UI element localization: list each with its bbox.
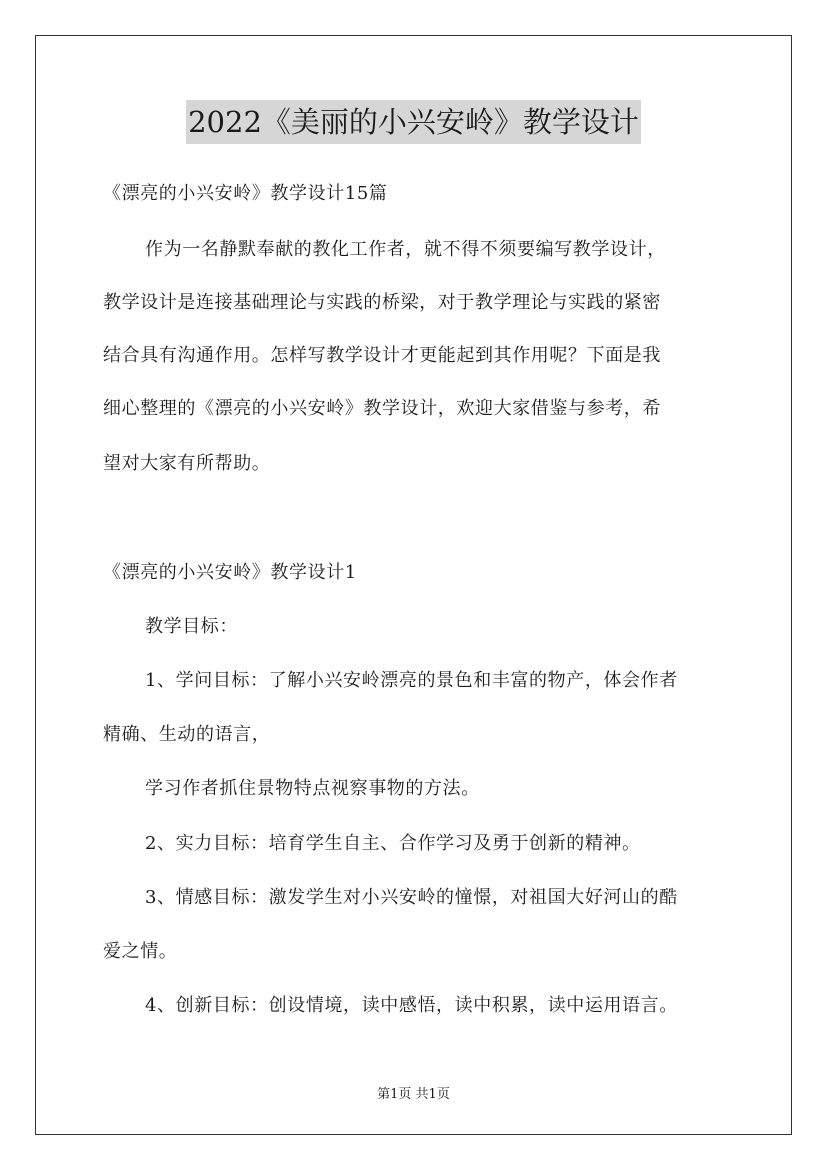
goal-line-4: 2、实力目标：培育学生自主、合作学习及勇于创新的精神。 [145,833,641,854]
document-title: 2022《美丽的小兴安岭》教学设计 [186,100,641,144]
goal-line-1: 1、学问目标：了解小兴安岭漂亮的景色和丰富的物产，体会作者 [145,670,678,691]
goal-line-2: 精确、生动的语言， [103,724,271,745]
goal-line-5: 3、情感目标：激发学生对小兴安岭的憧憬，对祖国大好河山的酷 [145,887,678,908]
goal-line-6: 爱之情。 [103,941,178,962]
intro-line-3: 结合具有沟通作用。怎样写教学设计才更能起到其作用呢？下面是我 [103,345,661,366]
title-container [0,100,827,144]
intro-line-4: 细心整理的《漂亮的小兴安岭》教学设计，欢迎大家借鉴与参考，希 [103,398,661,419]
intro-line-2: 教学设计是连接基础理论与实践的桥梁，对于教学理论与实践的紧密 [103,292,661,313]
goals-label: 教学目标： [145,616,238,637]
section-heading: 《漂亮的小兴安岭》教学设计1 [103,562,357,583]
intro-line-5: 望对大家有所帮助。 [103,453,271,474]
goal-line-3: 学习作者抓住景物特点视察事物的方法。 [145,778,480,799]
goal-line-7: 4、创新目标：创设情境，读中感悟，读中积累，读中运用语言。 [145,995,678,1016]
page-footer: 第1页 共1页 [377,1087,450,1102]
subtitle: 《漂亮的小兴安岭》教学设计15篇 [103,183,388,204]
intro-line-1: 作为一名静默奉献的教化工作者，就不得不须要编写教学设计， [145,239,666,260]
